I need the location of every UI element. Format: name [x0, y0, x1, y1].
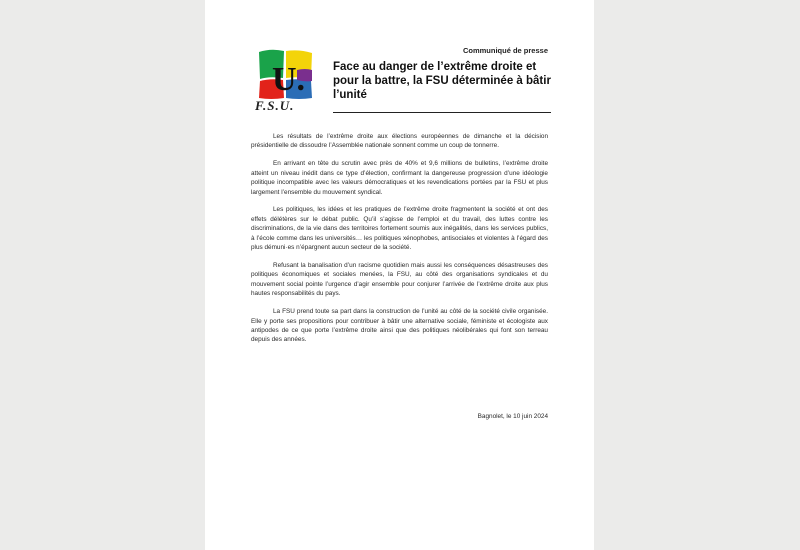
document-title: Face au danger de l’extrême droite et pour la battre, la FSU déterminée à bâtir l’unité [333, 61, 551, 101]
body-paragraph: Les résultats de l’extrême droite aux élections européennes de dimanche et la décision présidentielle de dissoudre l’Assemblée nationale sonnent comme un coup de tonnerre. [251, 133, 548, 150]
logo-letter: U. [272, 61, 306, 98]
body-paragraph: La FSU prend toute sa part dans la construction de l’unité au côté de la société civile organisée. Elle y porte ses propositions pour contribuer à bâtir une alternative sociale, féministe et écologiste aux antipodes de ce que porte l’extrême droite ainsi que des politiques néolibérales qui font son terreau depuis des années. [251, 308, 548, 344]
document-body [251, 132, 548, 353]
title-divider [333, 112, 551, 113]
body-paragraph: Refusant la banalisation d’un racisme quotidien mais aussi les conséquences désastreuses des politiques économiques et sociales menées, la FSU, au côté des organisations syndicales et du mouvement social pointe l’urgence d’agir ensemble pour conjurer l’arrivée de l’extrême droite aux plus hautes responsabilités du pays. [251, 261, 548, 298]
body-paragraph: En arrivant en tête du scrutin avec près de 40% et 9,6 millions de bulletins, l’extrême droite atteint un niveau inédit dans ce type d’élection, confirmant la dangereuse progression d’une idéologie politique incompatible avec les valeurs démocratiques et les revendications portées par la FSU et plus largement l’ensemble du mouvement syndical. [251, 160, 548, 196]
document-page [205, 0, 594, 550]
signature-date: Bagnolet, le 10 juin 2024 [477, 413, 548, 420]
body-paragraph: Les politiques, les idées et les pratiques de l’extrême droite fragmentent la société et ont des effets délétères sur le débat public. Qu’il s’agisse de l’emploi et du travail, des luttes contre les discriminations, de la vie dans des territoires fortement soumis aux inégalités, dans les services publics, à l’école comme dans les universités… les politiques xénophobes, antisociales et violentes à l’égard des plus démuni·es n’épargnent aucun secteur de la société. [251, 206, 548, 252]
document-kicker: Communiqué de presse [462, 46, 548, 55]
logo-text: F.S.U. [255, 98, 295, 113]
